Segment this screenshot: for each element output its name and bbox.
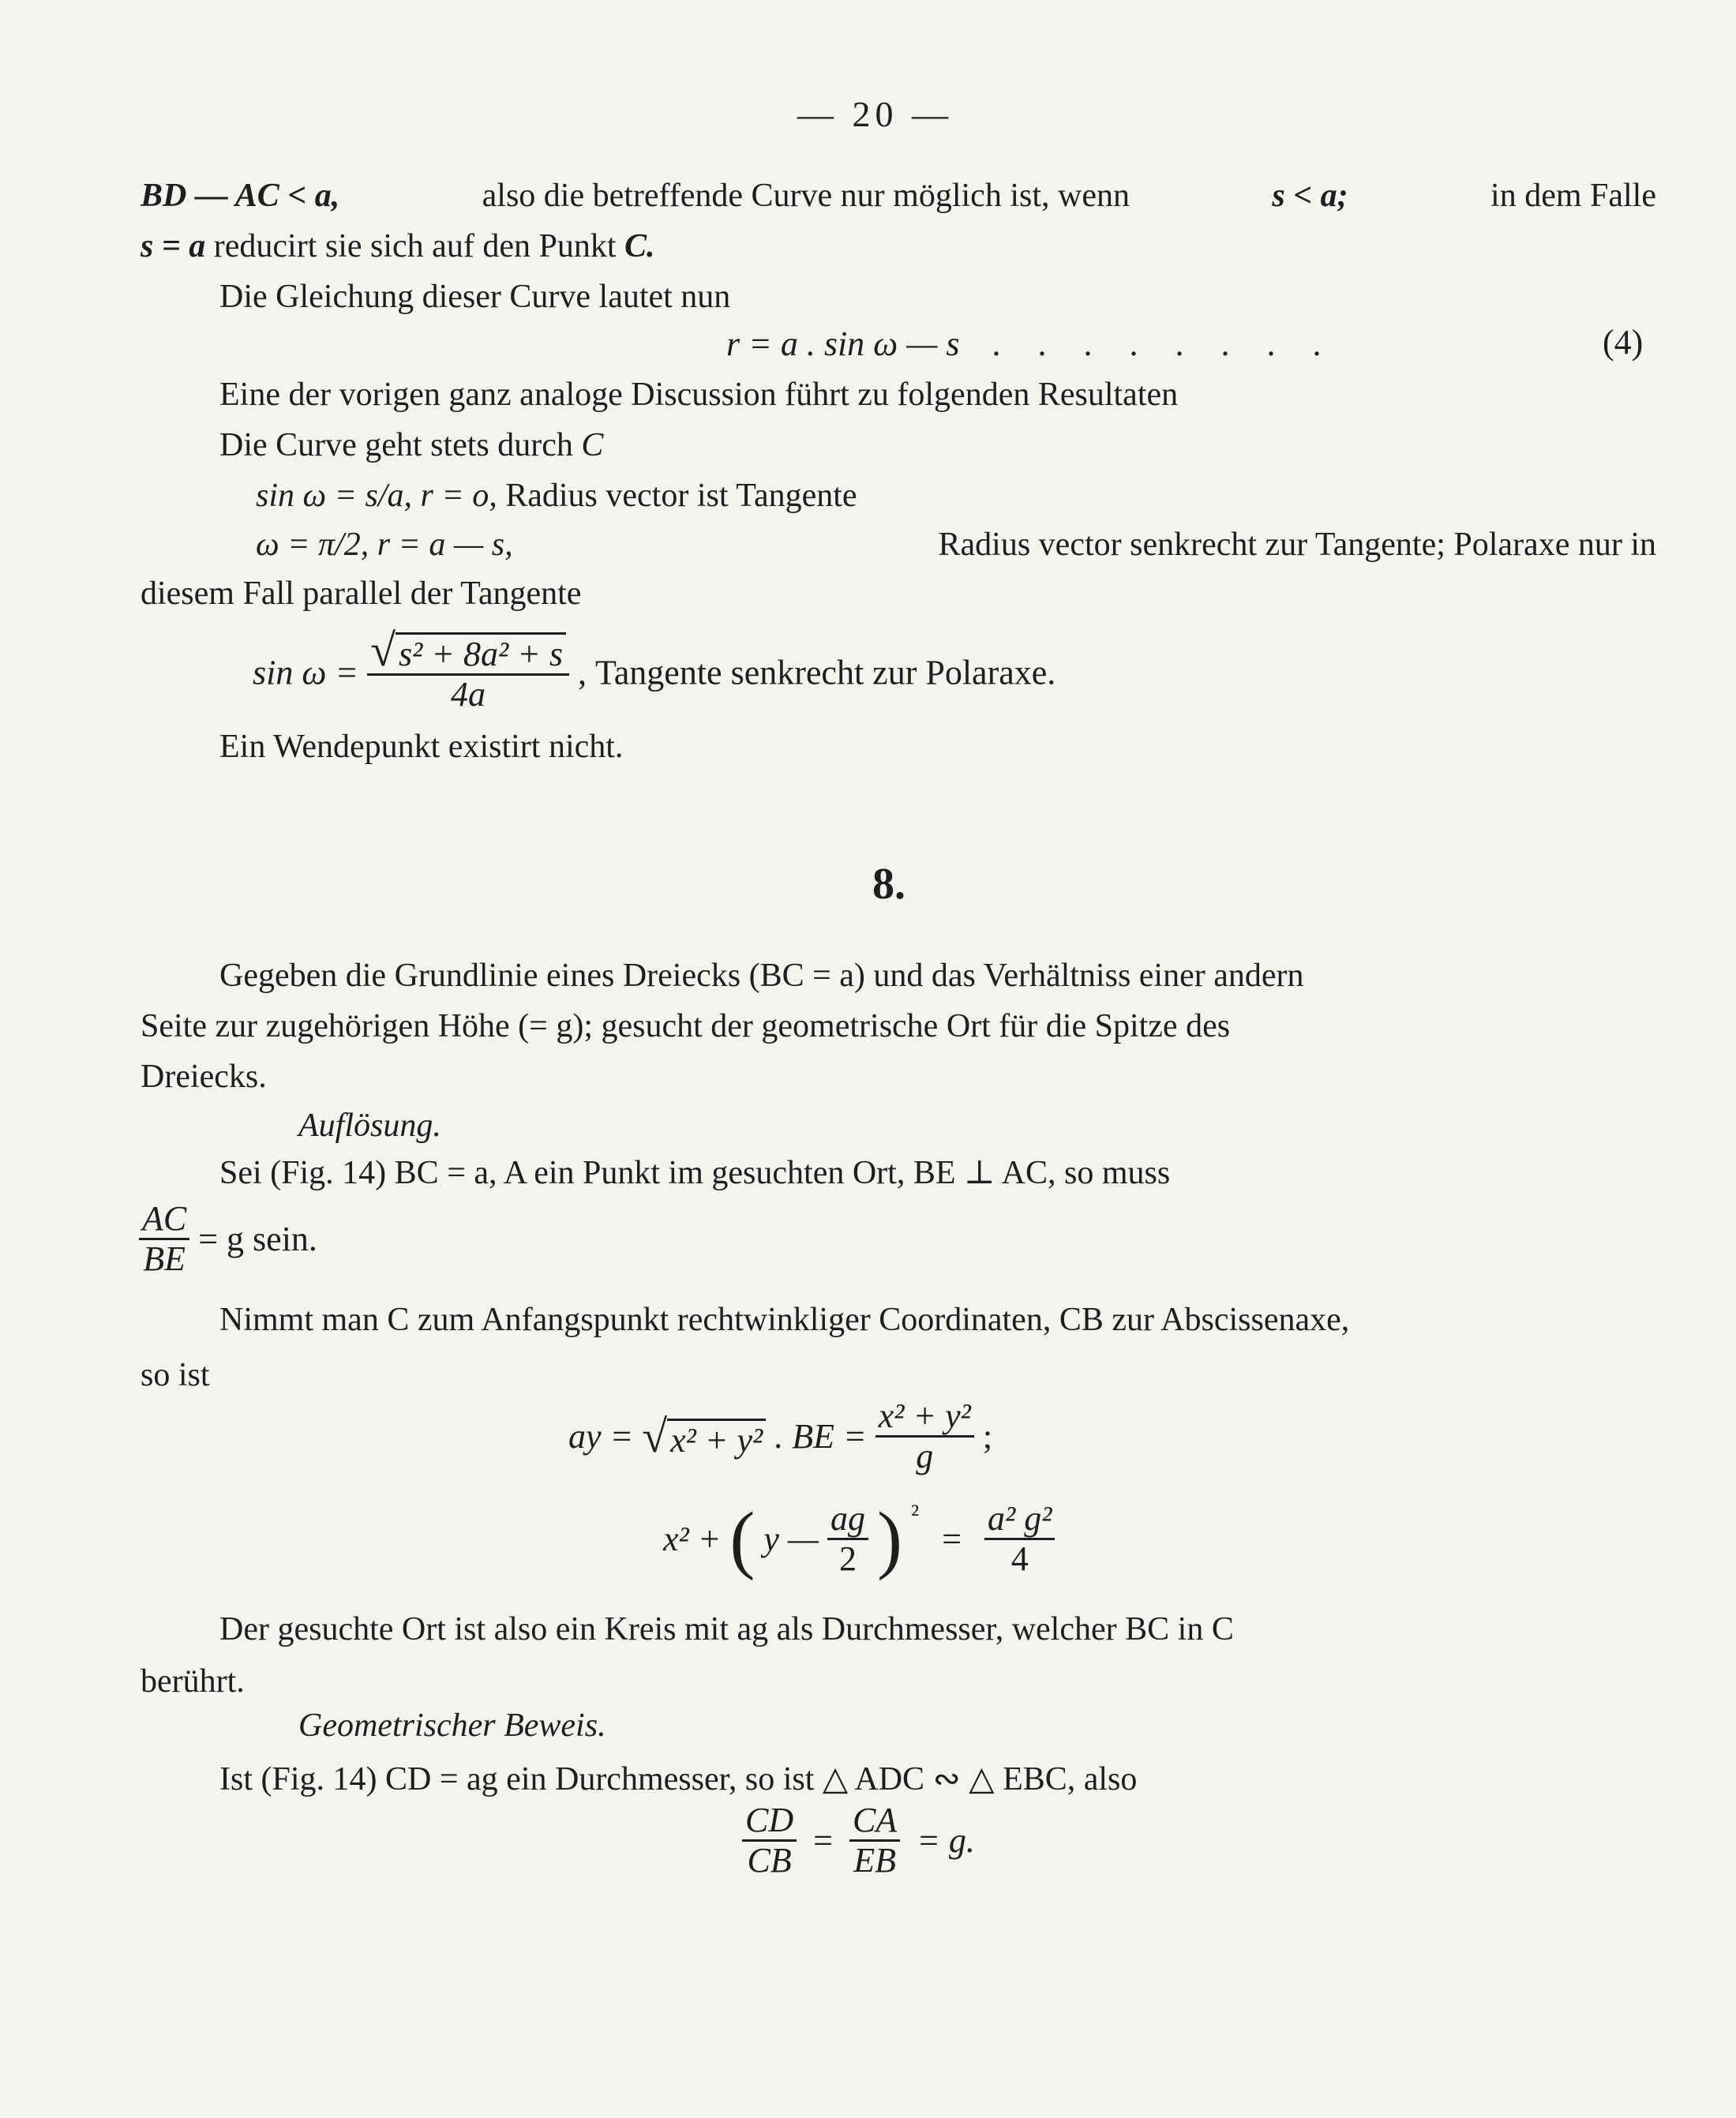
text-line-9: diesem Fall parallel der Tangente: [141, 575, 582, 612]
inline-math: C.: [624, 228, 655, 264]
sqrt-sign-icon: √: [370, 624, 396, 676]
punctuation: ;: [982, 1417, 993, 1456]
text-line-3: Die Gleichung dieser Curve lautet nun: [219, 279, 731, 315]
fraction-denominator: 4: [1010, 1539, 1029, 1578]
inline-math: s = a: [141, 228, 206, 264]
text-run: Die Curve geht stets durch: [219, 427, 573, 463]
equals-sign: =: [942, 1520, 962, 1558]
inline-math: C: [581, 427, 604, 463]
paragraph-4-line-2: berührt.: [141, 1663, 245, 1700]
subheading-text: Geometrischer Beweis.: [298, 1708, 606, 1744]
equation-middle: . BE =: [774, 1417, 867, 1456]
inline-math: ω = π/2, r = a — s,: [256, 527, 513, 563]
text-line-7: [256, 475, 857, 516]
fraction-denominator: BE: [143, 1239, 186, 1278]
paragraph-3-line-2: so ist: [141, 1357, 210, 1393]
right-paren: ): [877, 1496, 903, 1581]
equation-body: r = a . sin ω — s: [726, 324, 960, 363]
paragraph-1-line-2: Seite zur zugehörigen Höhe (= g); gesucht der geometrische Ort für die Spitze des: [141, 1008, 1231, 1044]
equation-circle: [663, 1496, 1055, 1581]
text-run: also die betreffende Curve nur möglich ist, wenn: [482, 178, 1130, 214]
fraction: [139, 1200, 189, 1278]
fraction: [875, 1397, 974, 1475]
paragraph-2-line-1: Sei (Fig. 14) BC = a, A ein Punkt im gesuchten Ort, BE ⊥ AC, so muss: [219, 1155, 1171, 1191]
fraction-numerator: AC: [139, 1200, 189, 1240]
sqrt-radicand: s² + 8a² + s: [396, 632, 566, 673]
paragraph-5-line-1: Ist (Fig. 14) CD = ag ein Durchmesser, so ist △ ADC ∾ △ EBC, also: [219, 1761, 1138, 1797]
exponent: ²: [911, 1500, 920, 1529]
paragraph-4-line-1: Der gesuchte Ort ist also ein Kreis mit ag als Durchmesser, welcher BC in C: [219, 1611, 1234, 1648]
subheading-aufloesung: [298, 1105, 441, 1146]
inline-math: s < a;: [1272, 178, 1348, 214]
fraction: [849, 1801, 900, 1880]
leader-dots: . . . . . . . .: [992, 324, 1336, 363]
equation-tail: = g.: [917, 1821, 975, 1860]
subheading-text: Auflösung.: [298, 1108, 441, 1144]
equation-sin-omega: [253, 624, 1056, 714]
text-line-6: [219, 425, 603, 466]
subheading-beweis: [298, 1705, 606, 1746]
text-line-5: Eine der vorigen ganz analoge Discussion führt zu folgenden Resultaten: [219, 377, 1179, 413]
text-run: reducirt sie sich auf den Punkt: [213, 228, 617, 264]
sqrt-radicand: x² + y²: [667, 1419, 766, 1460]
sqrt-expression: [642, 1411, 766, 1462]
text-run: in dem Falle: [1490, 178, 1656, 214]
fraction-denominator: g: [916, 1437, 934, 1475]
text-run: = g sein.: [198, 1220, 317, 1258]
fraction-numerator: a² g²: [984, 1500, 1055, 1540]
text-line-11: Ein Wendepunkt existirt nicht.: [219, 729, 624, 765]
fraction: [984, 1500, 1055, 1578]
fraction-denominator: 4a: [451, 675, 486, 714]
fraction-numerator: CD: [742, 1801, 797, 1842]
inline-math: sin ω = s/a, r = o,: [256, 478, 497, 514]
fraction: [367, 624, 569, 714]
left-paren: (: [729, 1496, 756, 1581]
equation-lhs: x² +: [663, 1520, 722, 1558]
page-number: — 20 —: [797, 94, 953, 134]
paragraph-1-line-1: Gegeben die Grundlinie eines Dreiecks (BC = a) und das Verhältniss einer andern: [219, 958, 1304, 994]
fraction-numerator: [367, 624, 569, 676]
equation-ratio: [742, 1801, 975, 1880]
fraction: [827, 1500, 868, 1578]
section-number: 8.: [872, 860, 905, 909]
text-line-8: [256, 524, 1656, 565]
sqrt-sign-icon: √: [642, 1411, 668, 1462]
equation-number: (4): [1603, 323, 1644, 362]
fraction-numerator: CA: [849, 1801, 900, 1842]
text-line-1: [141, 175, 1656, 216]
text-run: , Tangente senkrecht zur Polaraxe.: [577, 653, 1056, 692]
equation-term: y —: [763, 1520, 819, 1558]
equation-lhs: ay =: [568, 1417, 634, 1456]
paragraph-1-line-3: Dreiecks.: [141, 1059, 267, 1095]
text-run: Radius vector senkrecht zur Tangente; Polaraxe nur in: [938, 527, 1656, 563]
equation-ay: [568, 1397, 992, 1475]
fraction-denominator: 2: [839, 1539, 857, 1578]
fraction-numerator: ag: [827, 1500, 868, 1540]
fraction-denominator: EB: [853, 1841, 896, 1880]
text-line-2: [141, 226, 655, 267]
paragraph-3-line-1: Nimmt man C zum Anfangspunkt rechtwinkliger Coordinaten, CB zur Abscissenaxe,: [219, 1302, 1350, 1338]
fraction-numerator: x² + y²: [875, 1397, 974, 1438]
equation-lhs: sin ω =: [253, 653, 359, 692]
text-run: Radius vector ist Tangente: [505, 478, 857, 514]
fraction: [742, 1801, 797, 1880]
equation-4: [726, 324, 1335, 364]
equation-ac-be: [139, 1200, 317, 1278]
equals-sign: =: [813, 1821, 833, 1860]
fraction-denominator: CB: [747, 1841, 792, 1880]
inline-math: BD — AC < a,: [141, 178, 340, 214]
